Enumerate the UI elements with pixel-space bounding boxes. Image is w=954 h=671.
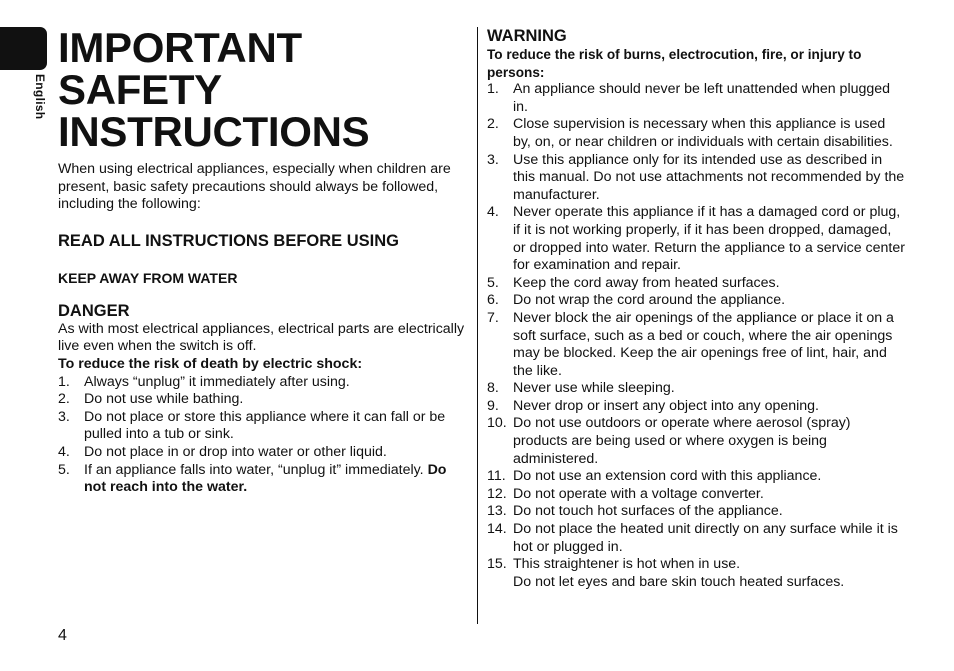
item-text: Never operate this appliance if it has a damaged cord or plug, if it is not working properly, if it has been dropped, damaged, or dropped into water. Return the appliance to a service center for examination and repair.: [513, 204, 905, 274]
item-number: 5.: [487, 274, 499, 291]
item-number: 11.: [487, 468, 506, 485]
item-number: 2.: [58, 391, 70, 408]
item-number: 13.: [487, 503, 507, 520]
list-item: [487, 415, 905, 468]
list-item: [487, 204, 905, 274]
item-text: Do not place the heated unit directly on any surface while it is hot or plugged in.: [513, 521, 898, 555]
danger-text: As with most electrical appliances, electrical parts are electrically live even when the switch is off.: [58, 320, 465, 355]
list-item: [58, 444, 468, 462]
item-number: 14.: [487, 521, 507, 538]
list-item: [487, 486, 905, 504]
item-text: Do not touch hot surfaces of the appliance.: [513, 503, 783, 520]
danger-list: [58, 374, 468, 497]
item-number: 6.: [487, 292, 499, 309]
item-text: Do not use while bathing.: [84, 391, 244, 408]
item-text: If an appliance falls into water, “unplug it” immediately.: [84, 461, 428, 478]
danger-heading: DANGER: [58, 301, 130, 320]
language-tab: [0, 27, 47, 70]
item-text: Do not place or store this appliance where it can fall or be pulled into a tub or sink.: [84, 408, 446, 443]
list-item: [487, 556, 905, 591]
item-number: 9.: [487, 397, 499, 414]
item-number: 10.: [487, 415, 507, 432]
warning-heading: WARNING: [487, 27, 567, 45]
item-text: Do not operate with a voltage converter.: [513, 485, 764, 502]
item-text: Use this appliance only for its intended use as described in this manual. Do not use attachments not recommended by the manufacturer.: [513, 151, 905, 203]
read-all-heading: READ ALL INSTRUCTIONS BEFORE USING: [58, 231, 400, 250]
item-text: An appliance should never be left unattended when plugged in.: [513, 81, 891, 115]
item-text: Do not place in or drop into water or other liquid.: [84, 443, 387, 460]
item-text: Never use while sleeping.: [513, 380, 675, 397]
item-number: 5.: [58, 461, 70, 478]
page-title: [58, 24, 468, 155]
item-text-bold: Do not reach into the water.: [84, 461, 447, 496]
item-number: 4.: [58, 443, 70, 460]
item-number: 8.: [487, 380, 499, 397]
list-item: [487, 310, 905, 380]
right-column: [487, 27, 905, 591]
left-column: [58, 24, 468, 497]
language-label: English: [33, 74, 47, 120]
list-item: [487, 398, 905, 416]
list-item: [487, 116, 905, 151]
list-item: [58, 391, 468, 409]
item-text: Never block the air openings of the appliance or place it on a soft surface, such as a bed or couch, where the air openings may be blocked. Keep the air openings free of lint, hair, and the like.: [513, 309, 894, 379]
item-text: This straightener is hot when in use.: [513, 556, 741, 573]
item-text-extra: Do not let eyes and bare skin touch heated surfaces.: [513, 573, 845, 590]
item-number: 3.: [487, 151, 499, 168]
list-item: [487, 275, 905, 293]
item-number: 2.: [487, 116, 499, 133]
list-item: [487, 81, 905, 116]
item-number: 1.: [487, 81, 499, 98]
item-number: 15.: [487, 556, 507, 573]
title-line-1: IMPORTANT SAFETY: [58, 24, 302, 113]
list-item: [58, 409, 468, 444]
intro-paragraph: When using electrical appliances, especially when children are present, basic safety precautions should always be followed, including the following:: [58, 161, 451, 213]
warning-list: [487, 81, 905, 591]
warning-subheading: To reduce the risk of burns, electrocution, fire, or injury to persons:: [487, 47, 862, 80]
keep-away-heading: KEEP AWAY FROM WATER: [58, 269, 238, 286]
title-line-2: INSTRUCTIONS: [58, 108, 370, 155]
list-item: [487, 292, 905, 310]
column-divider: [477, 27, 478, 624]
item-number: 4.: [487, 204, 499, 221]
item-text: Always “unplug” it immediately after using.: [84, 373, 350, 390]
item-text: Do not use outdoors or operate where aerosol (spray) products are being used or where oxygen is being administered.: [513, 415, 851, 467]
list-item: [487, 503, 905, 521]
item-number: 12.: [487, 485, 507, 502]
list-item: [58, 374, 468, 392]
item-number: 7.: [487, 309, 499, 326]
item-text: Do not use an extension cord with this appliance.: [513, 468, 822, 485]
list-item: [487, 521, 905, 556]
list-item: [58, 462, 468, 497]
page-number: 4: [58, 627, 67, 644]
item-text: Do not wrap the cord around the appliance.: [513, 292, 786, 309]
list-item: [487, 380, 905, 398]
item-number: 3.: [58, 408, 70, 425]
list-item: [487, 468, 905, 486]
item-text: Never drop or insert any object into any opening.: [513, 397, 820, 414]
item-text: Close supervision is necessary when this appliance is used by, on, or near children or individuals with certain disabilities.: [513, 116, 893, 150]
item-number: 1.: [58, 373, 70, 390]
danger-subheading: To reduce the risk of death by electric shock:: [58, 355, 363, 372]
item-text: Keep the cord away from heated surfaces.: [513, 274, 780, 291]
list-item: [487, 152, 905, 205]
